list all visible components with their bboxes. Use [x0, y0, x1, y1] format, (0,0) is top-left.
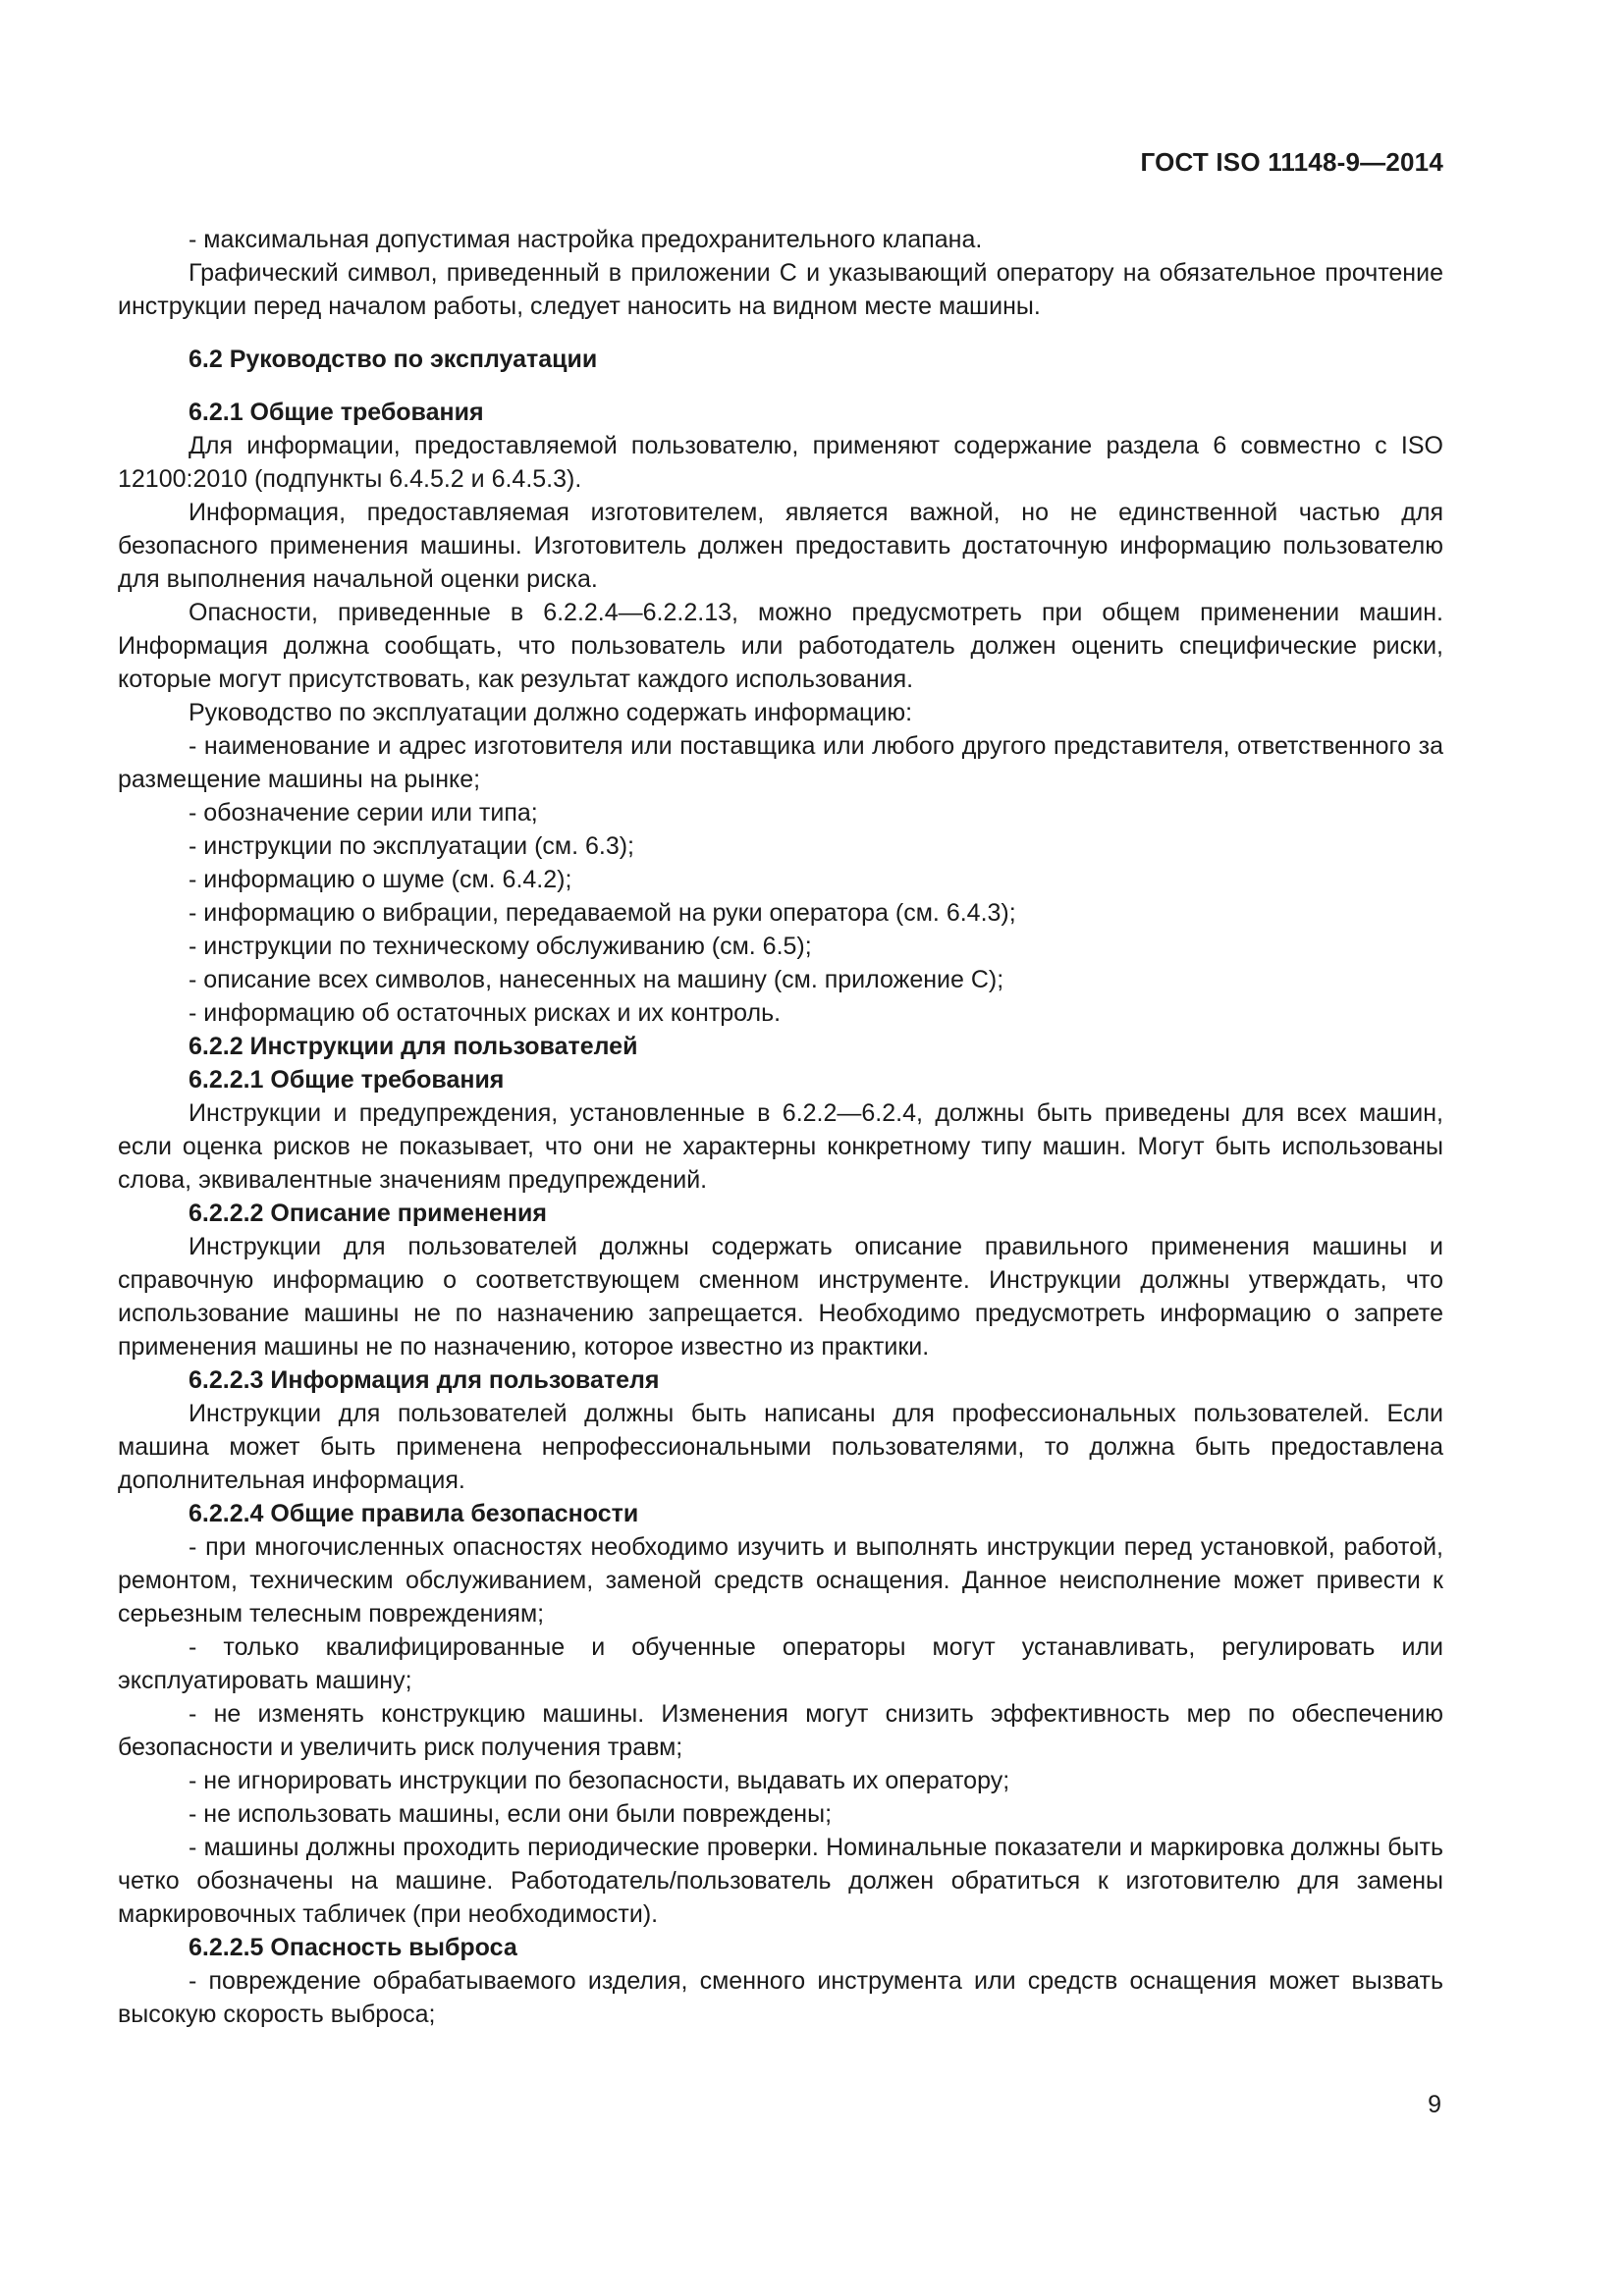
list-item: - при многочисленных опасностях необходимо изучить и выполнять инструкции перед установкой, работой, ремонтом, техническим обслуживанием, заменой средств оснащения. Данное неисполнение может привести к серьезным телесным повреждениям;	[118, 1533, 1443, 1628]
intro-paragraph: Графический символ, приведенный в приложении С и указывающий оператору на обязательное прочтение инструкции перед началом работы, следует наносить на видном месте машины.	[118, 259, 1443, 320]
list-item: - повреждение обрабатываемого изделия, сменного инструмента или средств оснащения может вызвать высокую скорость выброса;	[118, 1967, 1443, 2028]
list-item: - наименование и адрес изготовителя или поставщика или любого другого представителя, ответственного за размещение машины на рынке;	[118, 732, 1443, 793]
list-item: - только квалифицированные и обученные операторы могут устанавливать, регулировать или эксплуатировать машину;	[118, 1633, 1443, 1694]
paragraph: Для информации, предоставляемой пользователю, применяют содержание раздела 6 совместно с ISO 12100:2010 (подпункты 6.4.5.2 и 6.4.5.3).	[118, 432, 1443, 493]
section-6-2-heading: 6.2 Руководство по эксплуатации	[189, 346, 598, 373]
list-item: - не изменять конструкцию машины. Изменения могут снизить эффективность мер по обеспечению безопасности и увеличить риск получения травм;	[118, 1700, 1443, 1761]
list-item: - информацию об остаточных рисках и их контроль.	[189, 999, 782, 1027]
standard-code-header: ГОСТ ISO 11148-9—2014	[1140, 147, 1443, 177]
section-6-2-2-1-heading: 6.2.2.1 Общие требования	[189, 1066, 505, 1094]
paragraph: Информация, предоставляемая изготовителем, является важной, но не единственной частью для безопасного применения машины. Изготовитель должен предоставить достаточную информацию пользователю для выполнения начальной оценки риска.	[118, 499, 1443, 593]
list-item: - не использовать машины, если они были повреждены;	[189, 1800, 833, 1828]
section-6-2-1-heading: 6.2.1 Общие требования	[189, 399, 484, 426]
section-6-2-2-2-heading: 6.2.2.2 Описание применения	[189, 1200, 547, 1227]
section-6-2-2-heading: 6.2.2 Инструкции для пользователей	[189, 1033, 638, 1060]
list-item: - информацию о шуме (см. 6.4.2);	[189, 866, 572, 893]
paragraph: Инструкции для пользователей должны содержать описание правильного применения машины и справочную информацию о соответствующем сменном инструменте. Инструкции должны утверждать, что использование машины не по назначению запрещается. Необходимо предусмотреть информацию о запрете применения машины не по назначению, которое известно из практики.	[118, 1233, 1443, 1361]
intro-list-item: - максимальная допустимая настройка предохранительного клапана.	[189, 226, 983, 253]
list-item: - описание всех символов, нанесенных на машину (см. приложение С);	[189, 966, 1004, 993]
list-item: - инструкции по техническому обслуживанию (см. 6.5);	[189, 933, 812, 960]
list-item: - машины должны проходить периодические проверки. Номинальные показатели и маркировка должны быть четко обозначены на машине. Работодатель/пользователь должен обратиться к изготовителю для замены маркировочных табличек (при необходимости).	[118, 1834, 1443, 1928]
list-item: - инструкции по эксплуатации (см. 6.3);	[189, 832, 635, 860]
section-6-2-2-3-heading: 6.2.2.3 Информация для пользователя	[189, 1366, 660, 1394]
list-item: - информацию о вибрации, передаваемой на руки оператора (см. 6.4.3);	[189, 899, 1016, 927]
paragraph: Инструкции и предупреждения, установленные в 6.2.2—6.2.4, должны быть приведены для всех машин, если оценка рисков не показывает, что они не характерны конкретному типу машин. Могут быть использованы слова, эквивалентные значениям предупреждений.	[118, 1099, 1443, 1194]
list-item: - не игнорировать инструкции по безопасности, выдавать их оператору;	[189, 1767, 1010, 1794]
paragraph: Инструкции для пользователей должны быть написаны для профессиональных пользователей. Если машина может быть применена непрофессиональными пользователями, то должна быть предоставлена дополнительная информация.	[118, 1400, 1443, 1494]
paragraph: Руководство по эксплуатации должно содержать информацию:	[189, 699, 913, 726]
section-6-2-2-4-heading: 6.2.2.4 Общие правила безопасности	[189, 1500, 639, 1527]
section-6-2-2-5-heading: 6.2.2.5 Опасность выброса	[189, 1934, 517, 1961]
page-number: 9	[1428, 2091, 1441, 2118]
list-item: - обозначение серии или типа;	[189, 799, 538, 827]
paragraph: Опасности, приведенные в 6.2.2.4—6.2.2.13, можно предусмотреть при общем применении машин. Информация должна сообщать, что пользователь или работодатель должен оценить специфические риски, которые могут присутствовать, как результат каждого использования.	[118, 599, 1443, 693]
page-content	[118, 223, 1443, 2031]
